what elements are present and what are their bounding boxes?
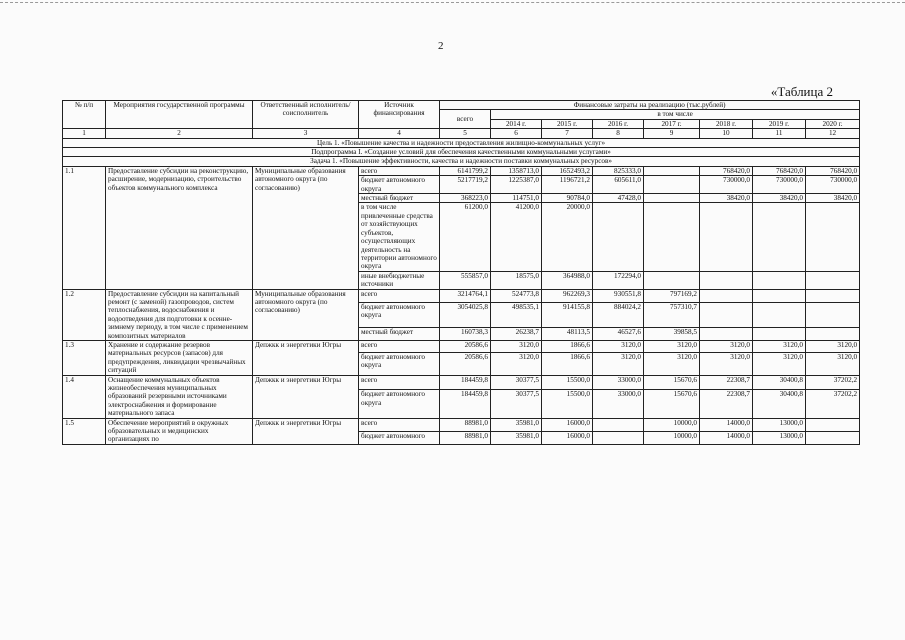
value-year: 16000,0 [542,431,593,444]
value-year: 15500,0 [542,390,593,418]
value-total: 368223,0 [440,194,491,203]
col-number: 10 [700,129,753,138]
value-year: 3120,0 [700,352,753,375]
value-year: 30400,8 [753,390,806,418]
measure-executor: Депжкк и энергетики Югры [253,418,359,444]
header-year: 2015 г. [542,119,593,128]
value-year: 33000,0 [593,375,644,390]
measure-number: 1.3 [63,340,106,375]
value-year: 20000,0 [542,203,593,271]
value-year: 3120,0 [753,340,806,352]
value-year: 46527,6 [593,327,644,340]
funding-source: бюджет автономного округа [359,390,440,418]
value-year: 1225387,0 [491,176,542,194]
value-total: 184459,8 [440,375,491,390]
funding-source: местный бюджет [359,194,440,203]
value-total: 88981,0 [440,431,491,444]
value-year: 524773,8 [491,289,542,302]
value-year: 10000,0 [644,418,700,431]
funding-source: бюджет автономного округа [359,176,440,194]
goal-row: Цель 1. «Повышение качества и надежности предоставления жилищно-коммунальных услуг» [63,138,860,147]
value-year: 15670,6 [644,375,700,390]
value-total: 5217719,2 [440,176,491,194]
funding-source: в том числе привлеченные средства от хозяйствующих субъектов, осуществляющих деятельность на территории автономного округа [359,203,440,271]
header-year: 2016 г. [593,119,644,128]
value-year: 14000,0 [700,431,753,444]
measure-name: Обеспечение мероприятий в окружных образовательных и медицинских организациях по [106,418,253,444]
col-number: 12 [806,129,860,138]
measure-number: 1.2 [63,289,106,340]
header-costs: Финансовые затраты на реализацию (тыс.рублей) [440,101,860,110]
value-year: 3120,0 [700,340,753,352]
header-year: 2014 г. [491,119,542,128]
value-year: 15670,6 [644,390,700,418]
value-total: 61200,0 [440,203,491,271]
col-number: 4 [359,129,440,138]
value-year: 757310,7 [644,302,700,327]
value-year: 13000,0 [753,418,806,431]
header-year: 2018 г. [700,119,753,128]
value-year: 1196721,2 [542,176,593,194]
funding-source: всего [359,375,440,390]
value-year [644,166,700,175]
value-year: 47428,0 [593,194,644,203]
task-row: Задача 1. «Повышение эффективности, качества и надежности поставки коммунальных ресурсов» [63,157,860,166]
value-year: 3120,0 [806,352,860,375]
value-year: 38420,0 [753,194,806,203]
value-year: 30377,5 [491,390,542,418]
value-year [593,431,644,444]
value-year: 962269,3 [542,289,593,302]
value-year [644,176,700,194]
value-year: 1358713,0 [491,166,542,175]
value-year [644,194,700,203]
value-year: 730000,0 [753,176,806,194]
value-year [700,327,753,340]
value-year: 14000,0 [700,418,753,431]
funding-source: всего [359,289,440,302]
value-year [753,289,806,302]
value-total: 160738,3 [440,327,491,340]
value-year: 41200,0 [491,203,542,271]
value-year [806,431,860,444]
measure-number: 1.4 [63,375,106,418]
measure-executor: Муниципальные образования автономного округа (по согласованию) [253,166,359,289]
subprogram-row: Подпрограмма I. «Создание условий для обеспечения качественными коммунальными услугами» [63,148,860,157]
page-top-border [0,2,905,3]
value-year [806,418,860,431]
value-year [700,203,753,271]
value-year: 364988,0 [542,271,593,289]
col-number: 9 [644,129,700,138]
header-year: 2020 г. [806,119,860,128]
col-number: 5 [440,129,491,138]
value-year [593,203,644,271]
value-year [644,271,700,289]
value-year: 35981,0 [491,431,542,444]
value-year [753,271,806,289]
value-year: 3120,0 [644,340,700,352]
value-year: 38420,0 [700,194,753,203]
table-row [63,375,860,390]
measure-executor: Муниципальные образования автономного округа (по согласованию) [253,289,359,340]
value-year [806,203,860,271]
value-year [753,203,806,271]
page-number: 2 [438,40,444,52]
value-year: 3120,0 [806,340,860,352]
value-year: 22308,7 [700,390,753,418]
value-year: 884024,2 [593,302,644,327]
measure-number: 1.5 [63,418,106,444]
measure-name: Предоставление субсидии на реконструкцию, расширение, модернизацию, строительство объектов коммунального комплекса [106,166,253,289]
header-num: № п/п [63,101,106,129]
header-including: в том числе [491,110,860,119]
value-total: 20586,6 [440,352,491,375]
funding-source: бюджет автономного округа [359,302,440,327]
value-year: 30377,5 [491,375,542,390]
funding-source: бюджет автономного округа [359,352,440,375]
value-year: 16000,0 [542,418,593,431]
value-year: 35981,0 [491,418,542,431]
header-year: 2017 г. [644,119,700,128]
table-caption: «Таблица 2 [770,84,833,99]
value-year [593,418,644,431]
value-year: 768420,0 [700,166,753,175]
header-year: 2019 г. [753,119,806,128]
measure-name: Оснащение коммунальных объектов жизнеобеспечения муниципальных образований резервными источниками электроснабжения и формирование материального запаса [106,375,253,418]
value-year: 768420,0 [806,166,860,175]
value-year: 30400,8 [753,375,806,390]
header-source: Источник финансирования [359,101,440,129]
value-year: 13000,0 [753,431,806,444]
value-year: 10000,0 [644,431,700,444]
value-year: 37202,2 [806,390,860,418]
table-row [63,418,860,431]
value-year: 90784,0 [542,194,593,203]
header-executor: Ответственный исполнитель/ соисполнитель [253,101,359,129]
measure-executor: Депжкк и энергетики Югры [253,375,359,418]
value-total: 3214764,1 [440,289,491,302]
value-total: 3054025,8 [440,302,491,327]
value-year: 33000,0 [593,390,644,418]
header-measures: Мероприятия государственной программы [106,101,253,129]
value-year: 825333,0 [593,166,644,175]
value-year: 48113,5 [542,327,593,340]
value-year: 1652493,2 [542,166,593,175]
value-year: 605611,0 [593,176,644,194]
value-year: 114751,0 [491,194,542,203]
value-year: 39858,5 [644,327,700,340]
value-total: 6141799,2 [440,166,491,175]
value-year [806,271,860,289]
value-total: 555857,0 [440,271,491,289]
measure-name: Предоставление субсидии на капитальный ремонт (с заменой) газопроводов, систем теплоснабжения, водоснабжения и водоотведения для подготовки к осенне-зимнему периоду, в том числе с применением композитных материалов [106,289,253,340]
value-year [700,289,753,302]
value-year: 15500,0 [542,375,593,390]
value-total: 88981,0 [440,418,491,431]
funding-source: всего [359,340,440,352]
funding-source: бюджет автономного [359,431,440,444]
funding-source: всего [359,418,440,431]
value-year: 930551,8 [593,289,644,302]
value-year [700,302,753,327]
value-year [806,289,860,302]
col-number: 7 [542,129,593,138]
value-year: 1866,6 [542,352,593,375]
value-year: 3120,0 [593,352,644,375]
col-number: 6 [491,129,542,138]
value-total: 20586,6 [440,340,491,352]
value-year [806,327,860,340]
value-year: 730000,0 [806,176,860,194]
value-year: 38420,0 [806,194,860,203]
measure-number: 1.1 [63,166,106,289]
value-year: 22308,7 [700,375,753,390]
value-year: 768420,0 [753,166,806,175]
value-year [753,327,806,340]
value-year: 3120,0 [491,352,542,375]
value-year [700,271,753,289]
header-total: всего [440,110,491,129]
table-row [63,289,860,302]
value-year: 730000,0 [700,176,753,194]
measure-executor: Депжкк и энергетики Югры [253,340,359,375]
value-year: 3120,0 [644,352,700,375]
value-year: 1866,6 [542,340,593,352]
funding-source: иные внебюджетные источники [359,271,440,289]
table-row [63,166,860,175]
value-year: 3120,0 [753,352,806,375]
value-year: 172294,0 [593,271,644,289]
col-number: 2 [106,129,253,138]
value-year: 18575,0 [491,271,542,289]
value-year: 26238,7 [491,327,542,340]
value-total: 184459,8 [440,390,491,418]
value-year [644,203,700,271]
col-number: 11 [753,129,806,138]
value-year: 797169,2 [644,289,700,302]
value-year: 3120,0 [593,340,644,352]
value-year: 914155,8 [542,302,593,327]
funding-source: всего [359,166,440,175]
value-year: 3120,0 [491,340,542,352]
value-year [753,302,806,327]
value-year: 498535,1 [491,302,542,327]
col-number: 8 [593,129,644,138]
value-year: 37202,2 [806,375,860,390]
value-year [806,302,860,327]
col-number: 3 [253,129,359,138]
funding-source: местный бюджет [359,327,440,340]
measure-name: Хранение и содержание резервов материальных ресурсов (запасов) для предупреждения, ликвидации чрезвычайных ситуаций [106,340,253,375]
funding-table [62,100,860,445]
col-number: 1 [63,129,106,138]
table-row [63,340,860,352]
